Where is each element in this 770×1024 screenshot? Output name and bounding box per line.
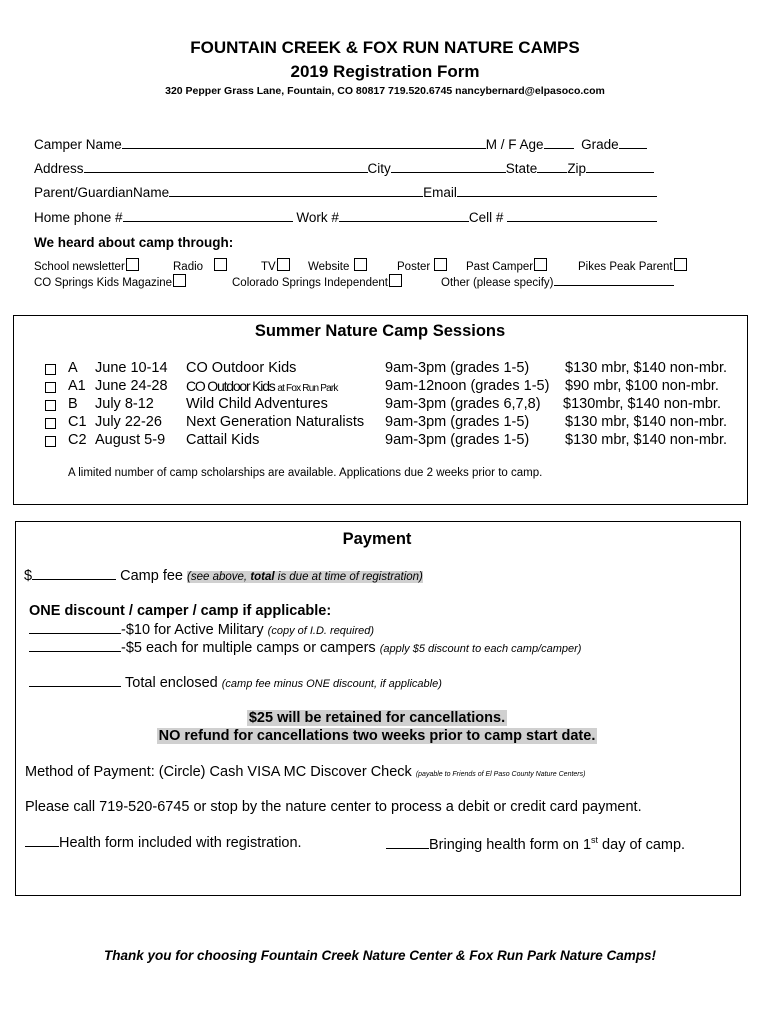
- session-time: 9am-3pm (grades 1-5): [385, 414, 530, 430]
- multiple-row: [29, 640, 581, 656]
- source-item-springs-independent: Colorado Springs Independent: [232, 274, 402, 289]
- session-checkbox[interactable]: [45, 364, 56, 375]
- past-camper-checkbox[interactable]: [534, 258, 547, 271]
- radio-checkbox[interactable]: [214, 258, 227, 271]
- health-bring-row: [386, 835, 685, 853]
- source-item-radio: Radio: [173, 258, 227, 273]
- form-subtitle: 2019 Registration Form: [290, 62, 480, 81]
- springs-independent-checkbox[interactable]: [389, 274, 402, 287]
- springs-kids-checkbox[interactable]: [173, 274, 186, 287]
- email-field[interactable]: [457, 185, 657, 197]
- parent-field[interactable]: [169, 185, 423, 197]
- home-phone-field[interactable]: [123, 210, 293, 222]
- payment-title: Payment: [342, 530, 412, 548]
- scholarship-note: A limited number of camp scholarships are available. Applications due 2 weeks prior to camp.: [68, 467, 543, 479]
- camp-fee-field[interactable]: [32, 568, 116, 580]
- session-time: 9am-3pm (grades 6,7,8): [385, 396, 541, 412]
- cell-label: Cell #: [468, 210, 504, 225]
- health-included-row: [25, 835, 302, 851]
- zip-field[interactable]: [586, 161, 654, 173]
- home-phone-label: Home phone #: [34, 210, 123, 225]
- session-price: $130 mbr, $140 non-mbr.: [565, 432, 728, 448]
- camp-fee-row: [24, 568, 423, 584]
- session-dates: July 8-12: [95, 396, 154, 412]
- camp-fee-label: Camp fee: [120, 568, 183, 584]
- session-dates: August 5-9: [95, 432, 166, 448]
- session-price: $130mbr, $140 non-mbr.: [563, 396, 721, 412]
- pikes-peak-checkbox[interactable]: [674, 258, 687, 271]
- health-bring-label: Bringing health form on 1st day of camp.: [429, 835, 686, 853]
- payment-method-row: [25, 764, 585, 780]
- session-name: Wild Child Adventures: [186, 396, 328, 412]
- session-row: [0, 360, 760, 378]
- address-field[interactable]: [84, 161, 368, 173]
- multiple-field[interactable]: [29, 640, 121, 652]
- session-row: [0, 414, 760, 432]
- source-item-school: School newsletter: [34, 258, 139, 273]
- session-code: B: [68, 396, 78, 412]
- city-field[interactable]: [391, 161, 506, 173]
- military-row: [29, 622, 374, 638]
- grade-field[interactable]: [619, 137, 647, 149]
- other-field[interactable]: [554, 274, 674, 286]
- payment-method-label: Method of Payment: (Circle) Cash VISA MC Discover Check: [25, 764, 412, 780]
- session-checkbox[interactable]: [45, 400, 56, 411]
- camper-name-field[interactable]: [122, 137, 486, 149]
- session-time: 9am-12noon (grades 1-5): [385, 378, 550, 394]
- health-included-label: Health form included with registration.: [59, 835, 302, 851]
- cell-field[interactable]: [507, 210, 657, 222]
- form-title: FOUNTAIN CREEK & FOX RUN NATURE CAMPS: [190, 38, 580, 57]
- address-row: [34, 161, 654, 176]
- address-label: Address: [34, 161, 84, 176]
- session-code: A1: [68, 378, 86, 394]
- session-time: 9am-3pm (grades 1-5): [385, 360, 530, 376]
- grade-label: Grade: [581, 137, 619, 152]
- parent-label: Parent/GuardianName: [34, 185, 170, 200]
- source-item-pikes-peak: Pikes Peak Parent: [578, 258, 687, 273]
- sessions-title: Summer Nature Camp Sessions: [254, 322, 506, 340]
- source-item-past-camper: Past Camper: [466, 258, 547, 273]
- parent-row: [34, 185, 657, 200]
- session-checkbox[interactable]: [45, 436, 56, 447]
- call-instructions: Please call 719-520-6745 or stop by the nature center to process a debit or credit card payment.: [25, 799, 642, 815]
- mf-age-label: M / F Age: [485, 137, 544, 152]
- tv-checkbox[interactable]: [277, 258, 290, 271]
- phone-row: [34, 210, 657, 225]
- dollar-sign: $: [24, 568, 33, 584]
- session-time: 9am-3pm (grades 1-5): [385, 432, 530, 448]
- session-dates: July 22-26: [95, 414, 162, 430]
- military-note: (copy of I.D. required): [267, 625, 375, 637]
- session-code: C2: [68, 432, 87, 448]
- total-note: (camp fee minus ONE discount, if applicable): [221, 678, 442, 690]
- camp-fee-note: (see above, total is due at time of registration): [187, 571, 423, 583]
- session-name: CO Outdoor Kids at Fox Run Park: [186, 378, 338, 394]
- session-dates: June 10-14: [95, 360, 168, 376]
- state-field[interactable]: [537, 161, 567, 173]
- no-refund-notice: NO refund for cancellations two weeks prior to camp start date.: [158, 728, 596, 744]
- state-label: State: [505, 161, 538, 176]
- source-item-poster: Poster: [397, 258, 447, 273]
- poster-checkbox[interactable]: [434, 258, 447, 271]
- session-row: [0, 396, 760, 414]
- source-item-springs-kids: CO Springs Kids Magazine: [34, 274, 186, 289]
- work-field[interactable]: [339, 210, 469, 222]
- source-item-other: Other (please specify): [441, 274, 674, 289]
- website-checkbox[interactable]: [354, 258, 367, 271]
- work-label: Work #: [296, 210, 339, 225]
- session-code: A: [68, 360, 78, 376]
- check-payable-note: (payable to Friends of El Paso County Nature Centers): [415, 771, 586, 778]
- school-newsletter-checkbox[interactable]: [126, 258, 139, 271]
- session-code: C1: [68, 414, 87, 430]
- military-field[interactable]: [29, 622, 121, 634]
- military-label: -$10 for Active Military: [121, 622, 264, 638]
- source-item-tv: TV: [261, 258, 290, 273]
- source-item-website: Website: [308, 258, 367, 273]
- camper-name-row: [34, 137, 647, 152]
- session-row: [0, 378, 760, 396]
- total-field[interactable]: [29, 675, 121, 687]
- session-price: $90 mbr, $100 non-mbr.: [565, 378, 719, 394]
- session-price: $130 mbr, $140 non-mbr.: [565, 360, 728, 376]
- retained-notice: $25 will be retained for cancellations.: [248, 710, 506, 726]
- health-included-field[interactable]: [25, 835, 59, 847]
- session-name: CO Outdoor Kids: [186, 360, 297, 376]
- email-label: Email: [423, 185, 457, 200]
- session-name: Next Generation Naturalists: [186, 414, 365, 430]
- contact-address: 320 Pepper Grass Lane, Fountain, CO 80817 719.520.6745 nancybernard@elpasoco.com: [165, 85, 605, 97]
- health-bring-field[interactable]: [386, 837, 429, 849]
- session-checkbox[interactable]: [45, 382, 56, 393]
- camper-name-label: Camper Name: [34, 137, 122, 152]
- total-label: Total enclosed: [125, 675, 218, 691]
- session-price: $130 mbr, $140 non-mbr.: [565, 414, 728, 430]
- multiple-note: (apply $5 discount to each camp/camper): [379, 643, 582, 655]
- session-dates: June 24-28: [95, 378, 168, 394]
- heard-heading: We heard about camp through:: [34, 235, 234, 250]
- multiple-label: -$5 each for multiple camps or campers: [121, 640, 376, 656]
- discount-heading: ONE discount / camper / camp if applicable:: [29, 603, 332, 619]
- total-row: [29, 675, 442, 691]
- session-checkbox[interactable]: [45, 418, 56, 429]
- zip-label: Zip: [567, 161, 587, 176]
- session-row: [0, 432, 760, 450]
- age-field[interactable]: [544, 137, 574, 149]
- thank-you-footer: Thank you for choosing Fountain Creek Nature Center & Fox Run Park Nature Camps!: [103, 948, 657, 963]
- city-label: City: [367, 161, 391, 176]
- session-name: Cattail Kids: [186, 432, 260, 448]
